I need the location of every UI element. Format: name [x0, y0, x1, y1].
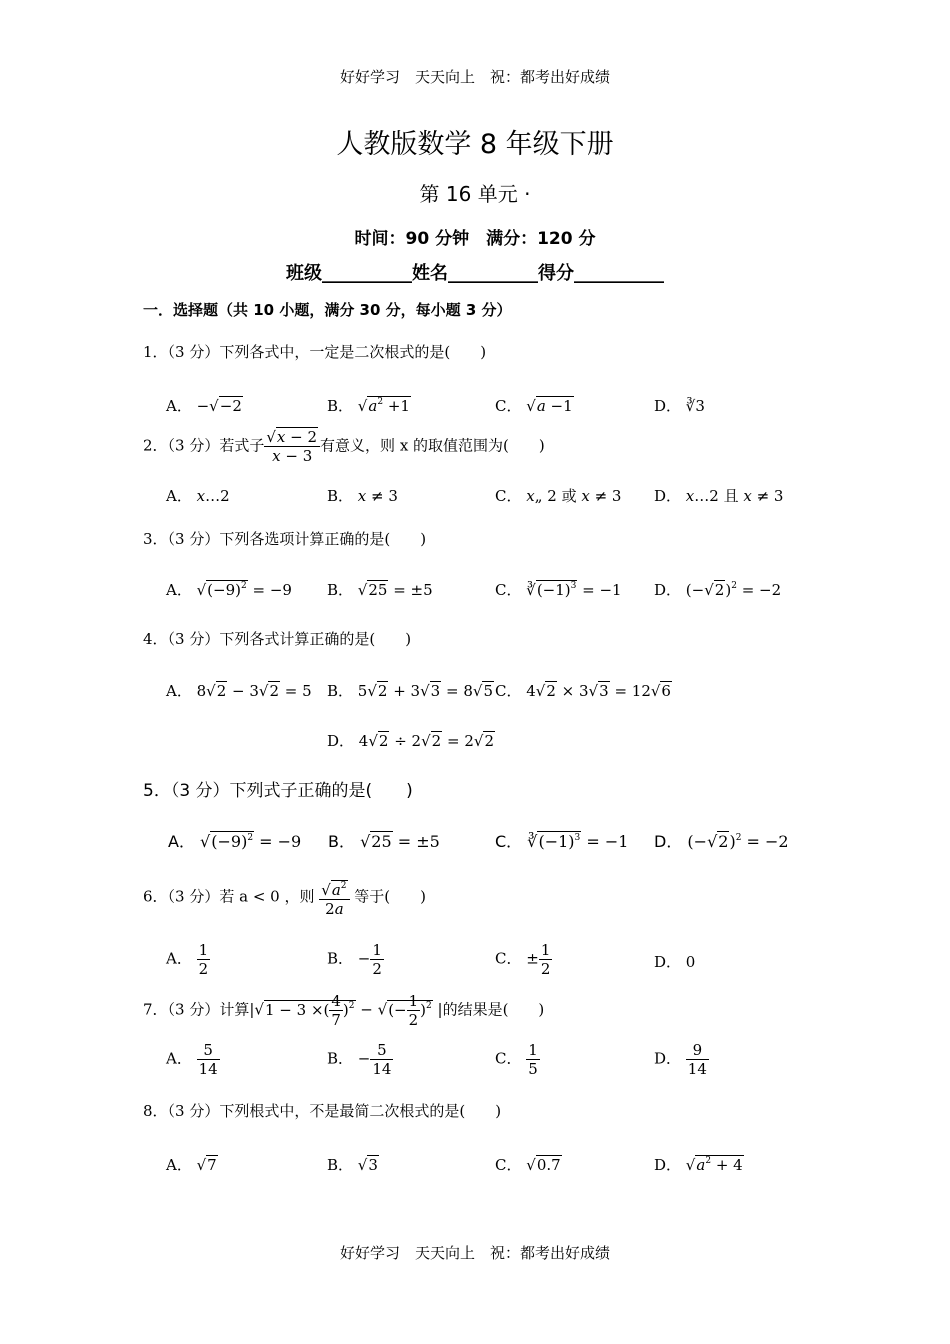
question-5-option-d[interactable]: D． $(-√2)^2 = -2$	[654, 832, 789, 851]
question-5-option-b[interactable]: B． √25 = ±5	[328, 832, 440, 851]
question-2-option-b[interactable]: B． x ≠ 3	[327, 487, 398, 505]
page-title: 人教版数学 8 年级下册	[336, 129, 614, 160]
page-header: 好好学习 天天向上 祝：都考出好成绩	[339, 68, 610, 86]
question-3-option-a[interactable]: A． $√(-9)^2 = -9$	[166, 581, 292, 599]
question-4-stem: 4．（3 分）下列各式计算正确的是( )	[143, 630, 412, 648]
question-6-option-a[interactable]: A． $\frac{1}{2}$	[166, 941, 209, 978]
question-4-option-d[interactable]: D． 4√2 ÷ 2√2 = 2√2	[327, 732, 494, 750]
question-8-option-c[interactable]: C． √0.7	[495, 1156, 561, 1174]
question-1-option-b[interactable]: B． $√a^2 +1$	[327, 397, 410, 415]
question-3-option-d[interactable]: D． $(-√2)^2 = -2$	[654, 581, 782, 599]
question-7-stem	[143, 992, 544, 1029]
question-5-option-a[interactable]: A． $√(-9)^2 = -9$	[168, 832, 302, 851]
question-6-stem	[143, 877, 426, 918]
page-footer: 好好学习 天天向上 祝：都考出好成绩	[339, 1244, 610, 1262]
question-6-fraction: $\frac{√a^2}{2a}$	[319, 877, 349, 918]
question-7-option-a[interactable]: A． $\frac{5}{14}$	[166, 1041, 218, 1078]
question-2-stem-post: 有意义，则 x 的取值范围为( )	[320, 436, 545, 455]
question-7-expression: |√1 − 3 ×( $\frac{4}{7}$ )$^2$ − √(− $\frac{1}{2}$ )$^2$ |	[249, 992, 443, 1029]
question-2-stem	[143, 428, 545, 465]
question-6-option-b[interactable]: B． − $\frac{1}{2}$	[327, 941, 382, 978]
question-6-stem-pre: 6．（3 分）若 a < 0 ，则	[143, 887, 315, 906]
question-3-stem: 3．（3 分）下列各选项计算正确的是( )	[143, 530, 427, 548]
question-6-option-c[interactable]: C． ± $\frac{1}{2}$	[495, 941, 551, 978]
question-8-option-b[interactable]: B． √3	[327, 1156, 378, 1174]
time-score-line: 时间：90 分钟 满分：120 分	[354, 229, 596, 249]
question-2-option-d[interactable]: D． x…2 且 x ≠ 3	[654, 487, 784, 505]
question-6-option-d[interactable]: D． 0	[654, 953, 696, 971]
question-4-option-b[interactable]: B． 5√2 + 3√3 = 8√5	[327, 682, 493, 700]
question-2-option-c[interactable]: C． x„ 2 或 x ≠ 3	[495, 487, 622, 505]
question-8-stem: 8．（3 分）下列根式中，不是最简二次根式的是( )	[143, 1102, 502, 1120]
question-2-stem-pre: 2．（3 分）若式子	[143, 436, 265, 455]
question-3-option-b[interactable]: B． √25 = ±5	[327, 581, 433, 599]
student-info-line: 班级__________姓名__________得分__________	[286, 263, 664, 284]
question-5-stem: 5．（3 分）下列式子正确的是( )	[143, 781, 413, 801]
unit-subtitle: 第 16 单元 ·	[419, 182, 531, 206]
question-5-option-c[interactable]: C． $∛(-1)^3 = -1$	[495, 832, 629, 851]
question-1-option-c[interactable]: C． √a −1	[495, 397, 573, 415]
question-1-option-d[interactable]: D． ∛3	[654, 397, 705, 415]
question-7-option-d[interactable]: D． $\frac{9}{14}$	[654, 1041, 707, 1078]
question-3-option-c[interactable]: C． $∛(-1)^3 = -1$	[495, 581, 622, 599]
question-6-stem-post: 等于( )	[354, 887, 427, 906]
question-8-option-a[interactable]: A． √7	[166, 1156, 217, 1174]
question-1-stem: 1．（3 分）下列各式中，一定是二次根式的是( )	[143, 343, 487, 361]
question-2-fraction: $\frac{√x - 2}{x - 3}$	[264, 428, 320, 465]
question-7-option-c[interactable]: C． $\frac{1}{5}$	[495, 1041, 538, 1078]
question-7-stem-pre: 7．（3 分）计算	[143, 1000, 250, 1019]
question-1-option-a[interactable]: A． −√−2	[166, 397, 242, 415]
question-7-stem-post: 的结果是( )	[442, 1000, 545, 1019]
question-4-option-a[interactable]: A． 8√2 − 3√2 = 5	[166, 682, 312, 700]
question-4-option-c[interactable]: C． 4√2 × 3√3 = 12√6	[495, 682, 671, 700]
question-8-option-d[interactable]: D． $√a^2 + 4$	[654, 1156, 743, 1174]
section-heading: 一．选择题（共 10 小题，满分 30 分，每小题 3 分）	[143, 301, 512, 319]
question-2-option-a[interactable]: A． x…2	[166, 487, 230, 505]
question-7-option-b[interactable]: B． − $\frac{5}{14}$	[327, 1041, 392, 1078]
